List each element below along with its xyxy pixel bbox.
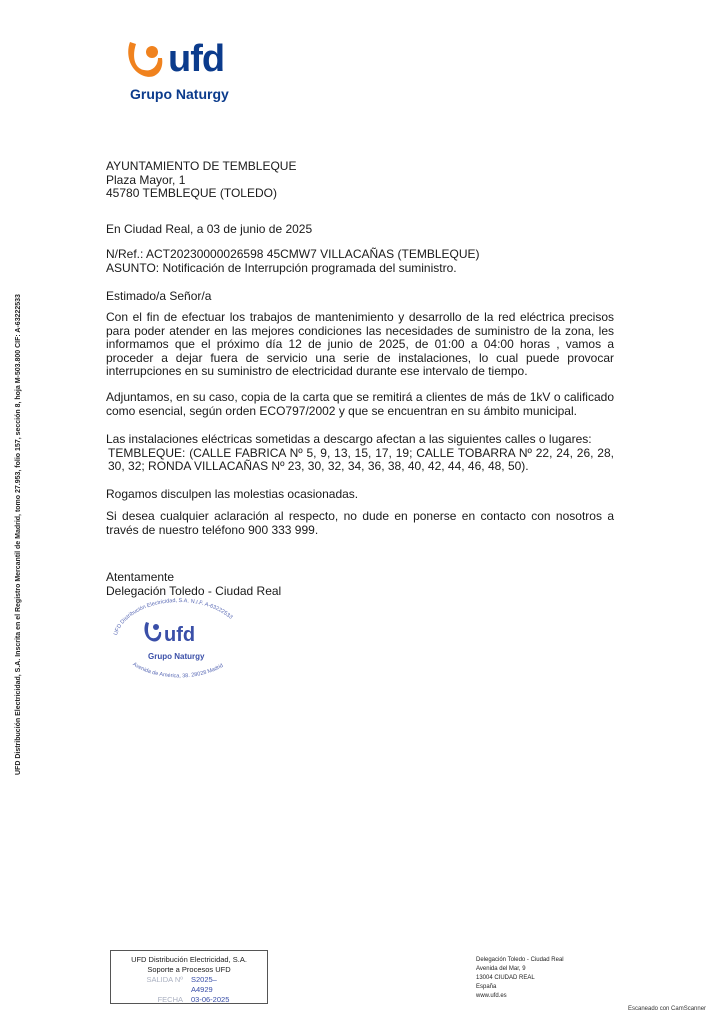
registration-department: Soporte a Procesos UFD [147,965,231,974]
greeting: Estimado/a Señor/a [106,289,212,303]
fecha-value: 03-06-2025 [191,995,230,1004]
registry-side-text: UFD Distribución Electricidad, S.A. Inscrita en el Registro Mercantil de Madrid, tomo 27.953, folio 157, sección 8, hoja M-503.800 CIF: A-63222533 [15,294,22,775]
reference-block [106,248,480,275]
salida-value: S2025–A4929 [191,975,217,994]
closing-block [106,571,281,598]
recipient-city: 45780 TEMBLEQUE (TOLEDO) [106,186,277,200]
svg-text:ufd: ufd [164,624,196,646]
paragraph-intro: Con el fin de efectuar los trabajos de mantenimiento y desarrollo de la red eléctrica precisos para poder atender en las mejores condiciones las necesidades de suministro de la zona, les informamos que el próximo día 12 de junio de 2025, de 01:00 a 04:00 horas , vamos a proceder a dejar fuera de servicio una serie de instalaciones, lo cual puede provocar interrupciones en su suministro de electricidad durante ese intervalo de tiempo. [106,310,614,378]
svg-text:UFD Distribución Electricidad,: UFD Distribución Electricidad, S.A. N.I.F. A-63222533 [112,597,234,637]
footer-street: Avenida del Mar, 9 [476,966,526,972]
recipient-address [106,160,296,201]
paragraph-apology: Rogamos disculpen las molestias ocasionadas. [106,487,359,501]
footer-city: 13004 CIUDAD REAL [476,975,535,981]
reference-number: N/Ref.: ACT20230000026598 45CMW7 VILLACAÑAS (TEMBLEQUE) [106,247,480,261]
svg-text:Grupo Naturgy: Grupo Naturgy [148,652,205,661]
ufd-logo [124,38,244,108]
streets-list: TEMBLEQUE: (CALLE FABRICA Nº 5, 9, 13, 15, 17, 19; CALLE TOBARRA Nº 22, 24, 26, 28, 30, 32; RONDA VILLACAÑAS Nº 23, 30, 32, 34, 36, 38, 40, 42, 44, 46, 48, 50). [108,445,614,473]
footer-office: Delegación Toledo - Ciudad Real [476,957,564,963]
stamp-seal-icon [104,596,254,688]
footer-address [476,956,564,1001]
paragraph-streets [106,433,614,474]
subject-line: ASUNTO: Notificación de Interrupción programada del suministro. [106,260,457,275]
streets-intro: Las instalaciones eléctricas sometidas a descargo afectan a las siguientes calles o lugares: [106,432,592,446]
svg-text:Avenida de América, 38. 28028: Avenida de América, 38. 28028 Madrid [131,661,225,680]
letter-date: En Ciudad Real, a 03 de junio de 2025 [106,222,313,236]
recipient-street: Plaza Mayor, 1 [106,172,186,187]
registration-stamp [110,950,268,1004]
registration-salida-row [111,975,267,995]
logo-wordmark: ufd [168,38,225,80]
salida-label: SALIDA Nº [146,975,183,984]
paragraph-contact: Si desea cualquier aclaración al respecto, no dude en ponerse en contacto con nosotros a través de nuestro teléfono 900 333 999. [106,509,614,537]
closing-signatory: Delegación Toledo - Ciudad Real [106,583,282,598]
fecha-label: FECHA [157,995,183,1004]
footer-website: www.ufd.es [476,993,507,999]
company-stamp [104,596,254,688]
scanner-watermark: Escaneado con CamScanner [628,1006,707,1012]
recipient-name: AYUNTAMIENTO DE TEMBLEQUE [106,159,297,173]
ufd-logo-mark-icon [124,40,166,82]
closing-salutation: Atentamente [106,570,175,584]
logo-subtitle: Grupo Naturgy [130,86,229,102]
registration-company: UFD Distribución Electricidad, S.A. [131,955,247,964]
footer-country: España [476,984,497,990]
registration-fecha-row [111,995,267,1005]
paragraph-attachment: Adjuntamos, en su caso, copia de la carta que se remitirá a clientes de más de 1kV o calificado como esencial, según orden ECO797/2002 y que se encuentran en su ámbito municipal. [106,390,614,418]
